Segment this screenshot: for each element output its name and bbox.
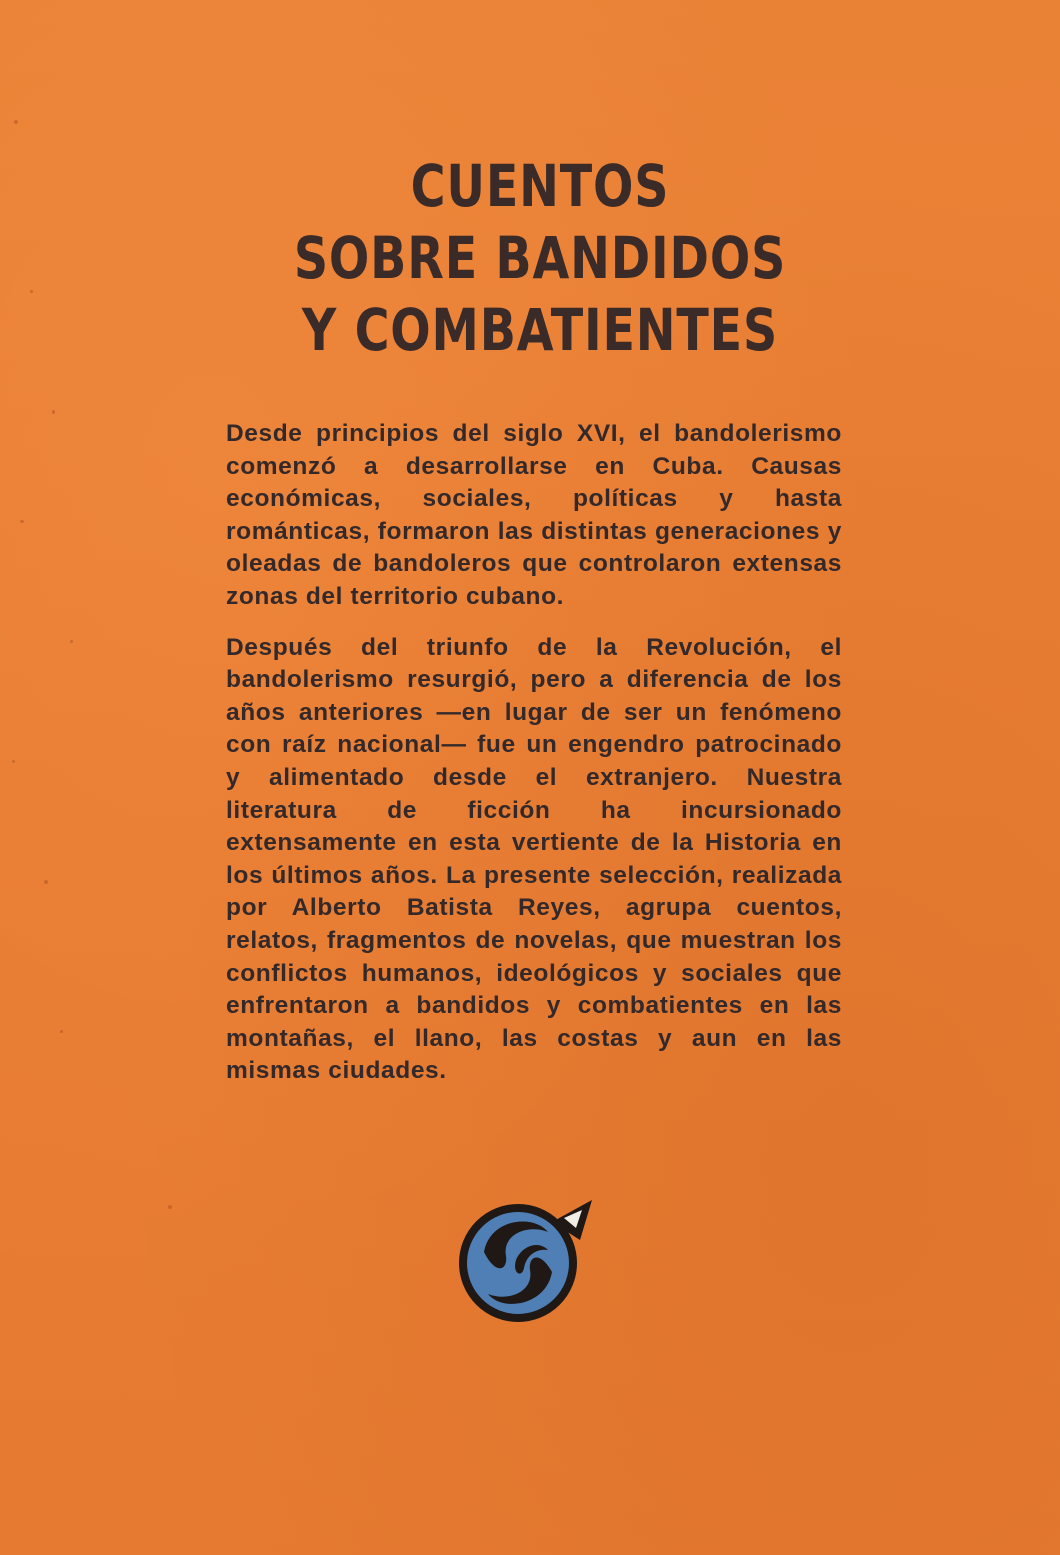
publisher-logo-graphic xyxy=(456,1190,606,1330)
blurb-paragraph-2: Después del triunfo de la Revolución, el bandolerismo resurgió, pero a diferencia de los años anteriores —en lugar de ser un fenómeno con raíz nacional— fue un engendro patrocinado y alimentado desde el extranjero. Nuestra literatura de ficción ha incursionado extensamente en esta vertiente de la Historia en los últimos años. La presente selección, realizada por Alberto Batista Reyes, agrupa cuentos, relatos, fragmentos de novelas, que muestran los conflictos humanos, ideológicos y sociales que enfrentaron a bandidos y combatientes en las montañas, el llano, las costas y aun en las mismas ciudades. xyxy=(226,633,842,1085)
blurb-paragraph-1: Desde principios del siglo XVI, el bandolerismo comenzó a desarrollarse en Cuba. Causas económicas, sociales, políticas y hasta románticas, formaron las distintas generaciones y oleadas de bandoleros que controlaron extensas zonas del territorio cubano. xyxy=(226,420,842,610)
book-title xyxy=(286,150,794,366)
publisher-logo-icon xyxy=(456,1190,606,1330)
title-line-2: SOBRE BANDIDOS xyxy=(293,224,787,292)
title-line-1: CUENTOS xyxy=(410,152,670,220)
back-cover-blurb xyxy=(226,418,842,1088)
title-line-3: Y COMBATIENTES xyxy=(301,296,779,364)
